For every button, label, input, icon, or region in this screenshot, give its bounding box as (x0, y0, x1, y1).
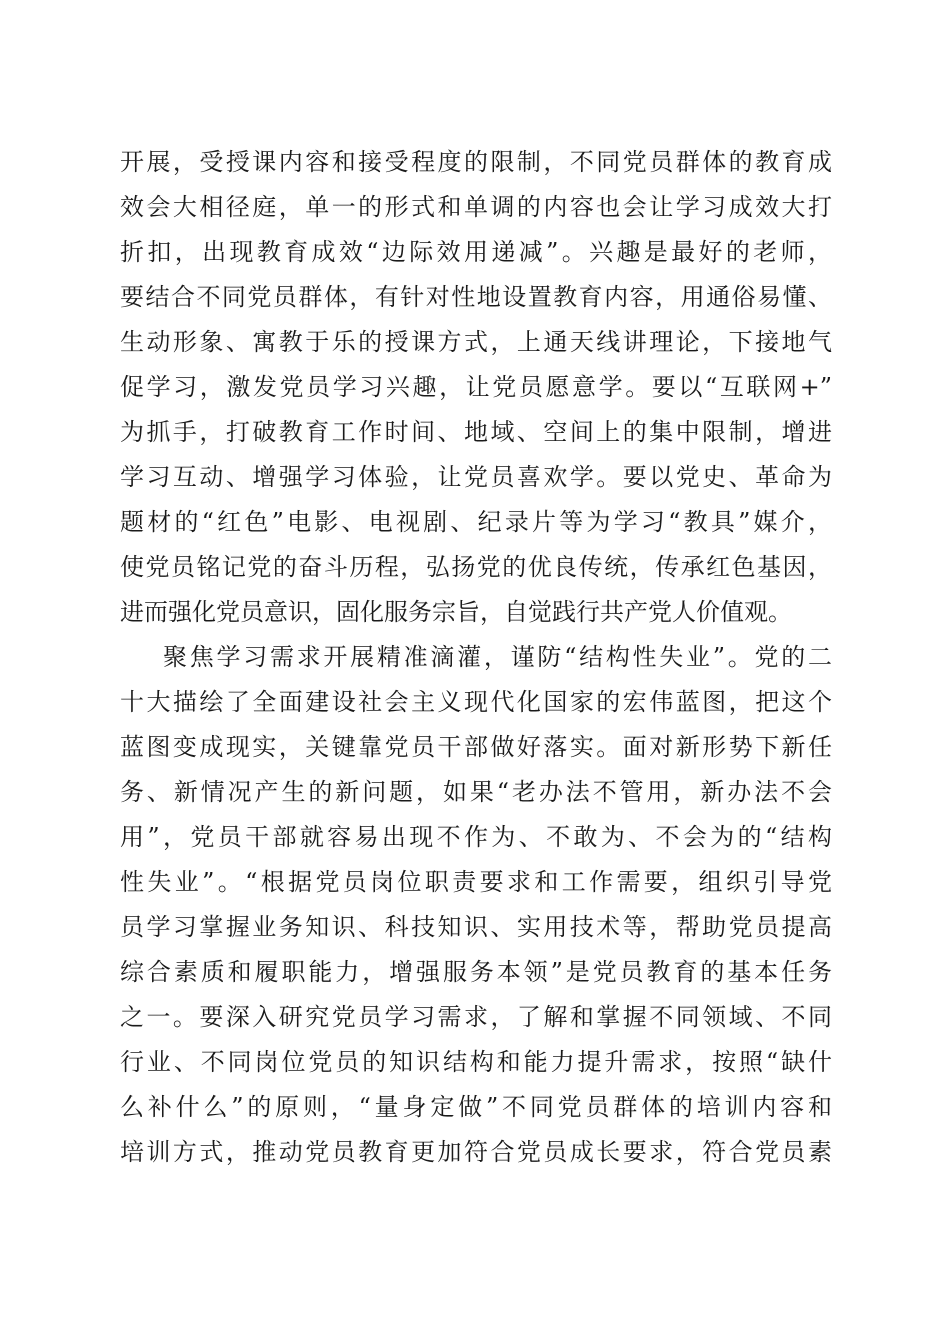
text-line: 用”，党员干部就容易出现不作为、不敢为、不会为的“结构 (120, 823, 832, 851)
text-line: 折扣，出现教育成效“边际效用递减”。兴趣是最好的老师， (120, 238, 832, 266)
text-line: 培训方式，推动党员教育更加符合党员成长要求，符合党员素 (120, 1138, 832, 1166)
text-line: 题材的“红色”电影、电视剧、纪录片等为学习“教具”媒介， (120, 508, 832, 536)
text-line: 综合素质和履职能力，增强服务本领”是党员教育的基本任务 (120, 958, 832, 986)
text-line: 生动形象、寓教于乐的授课方式，上通天线讲理论，下接地气 (120, 328, 832, 356)
text-line: 行业、不同岗位党员的知识结构和能力提升需求，按照“缺什 (120, 1048, 832, 1076)
text-line: 使党员铭记党的奋斗历程，弘扬党的优良传统，传承红色基因， (120, 553, 832, 581)
text-line: 开展，受授课内容和接受程度的限制，不同党员群体的教育成 (120, 148, 832, 176)
text-line: 要结合不同党员群体，有针对性地设置教育内容，用通俗易懂、 (120, 283, 832, 311)
text-line: 十大描绘了全面建设社会主义现代化国家的宏伟蓝图，把这个 (120, 688, 832, 716)
text-line: 为抓手，打破教育工作时间、地域、空间上的集中限制，增进 (120, 418, 832, 446)
paragraph-start-line: 聚焦学习需求开展精准滴灌，谨防“结构性失业”。党的二 (163, 643, 832, 671)
text-line: 么补什么”的原则，“量身定做”不同党员群体的培训内容和 (120, 1093, 832, 1121)
text-line: 性失业”。“根据党员岗位职责要求和工作需要，组织引导党 (120, 868, 832, 896)
text-line: 务、新情况产生的新问题，如果“老办法不管用，新办法不会 (120, 778, 832, 806)
text-line: 效会大相径庭，单一的形式和单调的内容也会让学习成效大打 (120, 193, 832, 221)
text-line: 员学习掌握业务知识、科技知识、实用技术等，帮助党员提高 (120, 913, 832, 941)
body-text (120, 140, 832, 1175)
text-line: 蓝图变成现实，关键靠党员干部做好落实。面对新形势下新任 (120, 733, 832, 761)
text-line: 学习互动、增强学习体验，让党员喜欢学。要以党史、革命为 (120, 463, 832, 491)
text-line: 促学习，激发党员学习兴趣，让党员愿意学。要以“互联网+” (120, 373, 832, 401)
paragraph-end-line: 进而强化党员意识，固化服务宗旨，自觉践行共产党人价值观。 (120, 598, 792, 626)
text-line: 之一。要深入研究党员学习需求，了解和掌握不同领域、不同 (120, 1003, 832, 1031)
